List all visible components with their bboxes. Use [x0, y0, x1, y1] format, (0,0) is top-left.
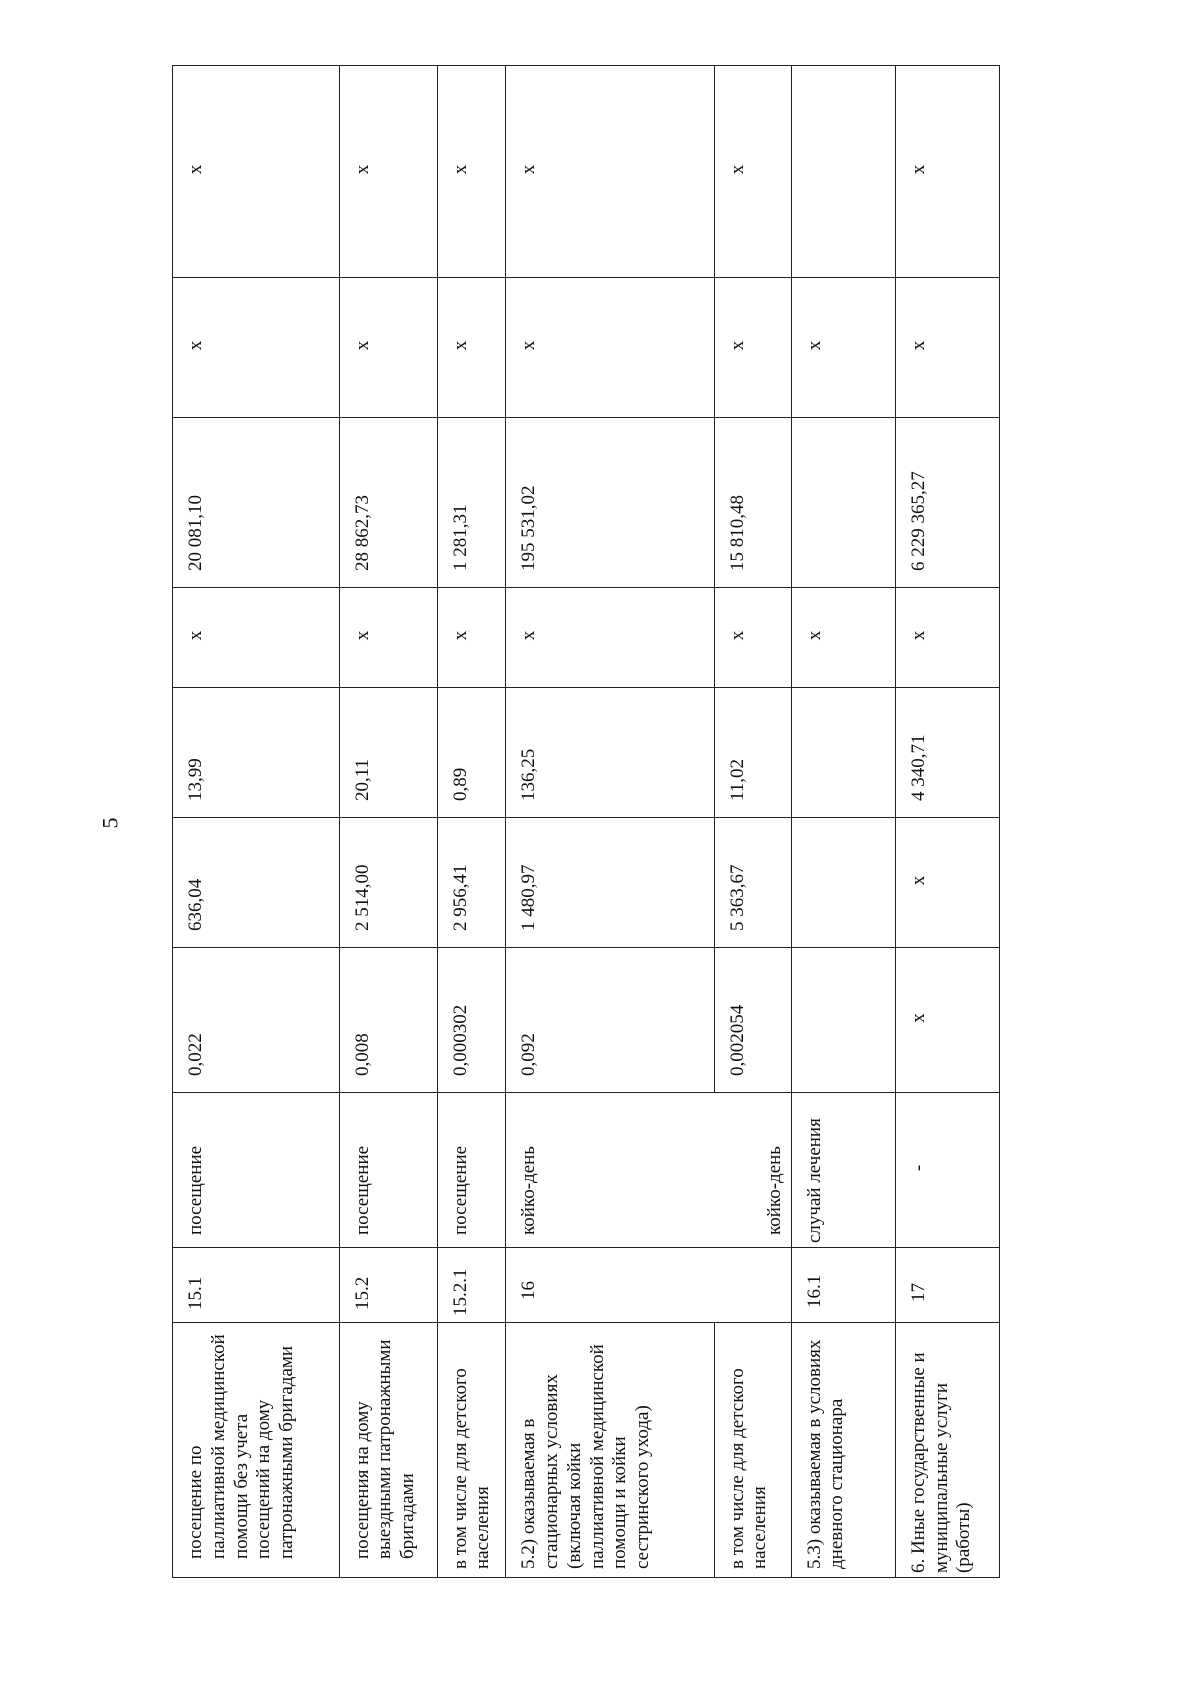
row-c10: х: [437, 66, 506, 278]
row-name: в том числе для детского населения: [714, 1323, 791, 1578]
row-code: 15.2.1: [437, 1248, 506, 1323]
row-c9: х: [895, 278, 999, 418]
row-per-capita: 0,89: [437, 688, 506, 818]
row-c7: х: [714, 588, 791, 688]
table-row: [339, 66, 437, 1578]
row-total: [791, 418, 895, 588]
row-unit: посещение: [173, 1093, 340, 1248]
row-volume: 0,002054: [714, 948, 791, 1093]
row-per-capita: 20,11: [339, 688, 437, 818]
row-volume: 0,092: [506, 948, 714, 1093]
row-c10: [791, 66, 895, 278]
row-code: 17: [895, 1248, 999, 1323]
row-c9: х: [791, 278, 895, 418]
row-cost: 636,04: [173, 818, 340, 948]
row-total: 6 229 365,27: [895, 418, 999, 588]
row-c7: х: [506, 588, 714, 688]
row-c7: х: [895, 588, 999, 688]
row-volume: х: [895, 948, 999, 1093]
row-name: посещение по паллиативной медицинской помощи без учета посещений на дому патронажными бригадами: [173, 1323, 340, 1578]
row-name: 5.3) оказываемая в условиях дневного стационара: [791, 1323, 895, 1578]
row-name: 5.2) оказываемая в стационарных условиях (включая койки паллиативной медицинской помощи и койки сестринского ухода): [506, 1323, 714, 1578]
row-total: 20 081,10: [173, 418, 340, 588]
row-cost: 5 363,67: [714, 818, 791, 948]
page-number: 5: [97, 817, 123, 829]
row-volume: 0,000302: [437, 948, 506, 1093]
row-volume: 0,008: [339, 948, 437, 1093]
row-c7: х: [173, 588, 340, 688]
row-per-capita: 4 340,71: [895, 688, 999, 818]
row-code: 16.1: [791, 1248, 895, 1323]
row-total: 195 531,02: [506, 418, 714, 588]
row-unit: койко-день: [506, 1093, 714, 1248]
row-cost: 2 956,41: [437, 818, 506, 948]
row-volume: 0,022: [173, 948, 340, 1093]
table-row: [506, 66, 714, 1578]
row-cost: х: [895, 818, 999, 948]
row-c9: х: [173, 278, 340, 418]
row-c9: х: [339, 278, 437, 418]
row-per-capita: [791, 688, 895, 818]
row-c10: х: [173, 66, 340, 278]
row-cost: [791, 818, 895, 948]
tariff-table: [172, 66, 1000, 1578]
row-per-capita: 136,25: [506, 688, 714, 818]
row-c9: х: [714, 278, 791, 418]
row-total: 28 862,73: [339, 418, 437, 588]
row-c9: х: [506, 278, 714, 418]
row-total: 1 281,31: [437, 418, 506, 588]
row-c10: х: [714, 66, 791, 278]
row-unit: -: [895, 1093, 999, 1248]
row-unit: койко-день: [714, 1093, 791, 1248]
row-c7: х: [437, 588, 506, 688]
row-c10: х: [895, 66, 999, 278]
row-name: 6. Иные государственные и муниципальные услуги (работы): [895, 1323, 999, 1578]
table-row: [791, 66, 895, 1578]
row-c10: х: [506, 66, 714, 278]
row-unit: посещение: [339, 1093, 437, 1248]
row-total: 15 810,48: [714, 418, 791, 588]
table-row: [173, 66, 340, 1578]
table-row: [437, 66, 506, 1578]
row-per-capita: 13,99: [173, 688, 340, 818]
row-cost: 1 480,97: [506, 818, 714, 948]
row-code: 15.1: [173, 1248, 340, 1323]
row-per-capita: 11,02: [714, 688, 791, 818]
row-cost: 2 514,00: [339, 818, 437, 948]
row-code: 16: [506, 1248, 714, 1323]
row-code: [714, 1248, 791, 1323]
row-c9: х: [437, 278, 506, 418]
row-c7: х: [791, 588, 895, 688]
table-row: [895, 66, 999, 1578]
row-c7: х: [339, 588, 437, 688]
row-name: в том числе для детского населения: [437, 1323, 506, 1578]
row-unit: посещение: [437, 1093, 506, 1248]
table-row: [714, 66, 791, 1578]
row-unit: случай лечения: [791, 1093, 895, 1248]
row-c10: х: [339, 66, 437, 278]
row-name: посещения на дому выездными патронажными бригадами: [339, 1323, 437, 1578]
row-volume: [791, 948, 895, 1093]
row-code: 15.2: [339, 1248, 437, 1323]
